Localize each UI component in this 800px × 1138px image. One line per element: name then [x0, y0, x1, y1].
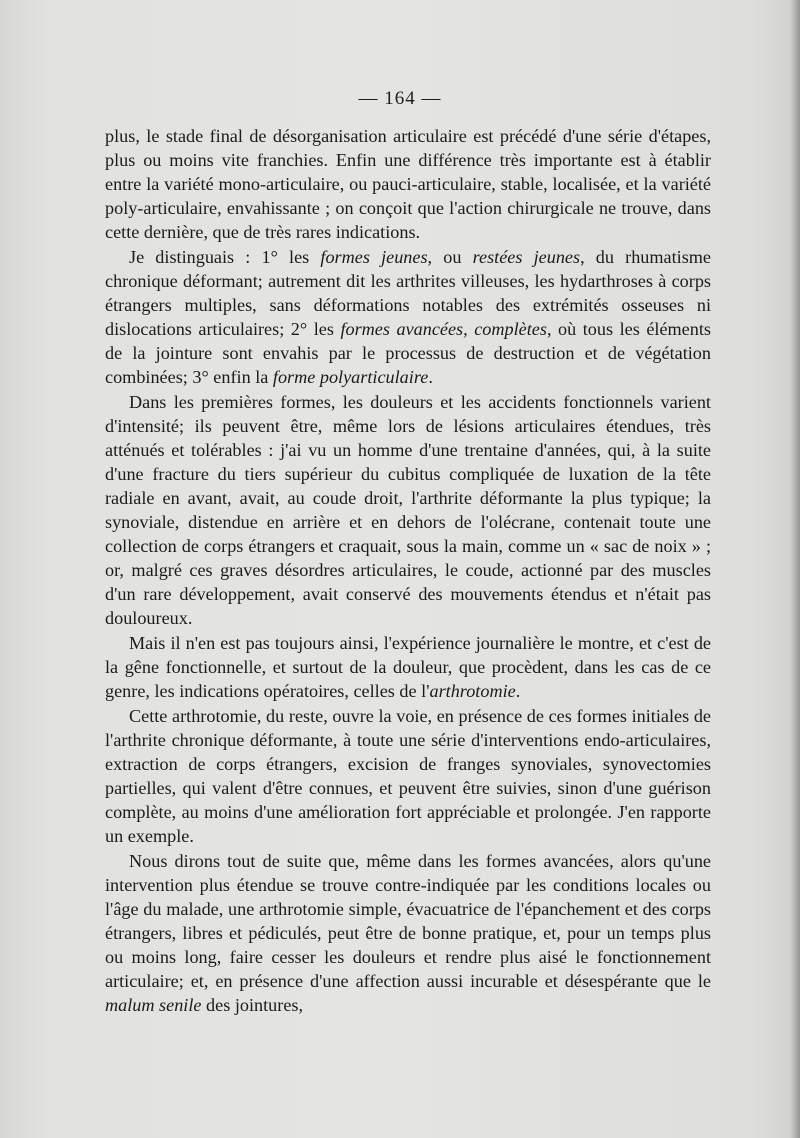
page-edge-shadow: [790, 0, 800, 1138]
italic-text: malum senile: [105, 995, 202, 1015]
paragraph-p1: [105, 124, 711, 244]
paragraph-p6: [105, 849, 711, 1017]
italic-text: restées jeunes: [472, 247, 581, 267]
paragraph-p5: [105, 704, 711, 848]
paragraph-p4: [105, 631, 711, 703]
text-run: Mais il n'en est pas toujours ainsi, l'expérience journalière le montre, et c'est de la gêne fonctionnelle, et surtout de la douleur, que procèdent, dans les cas de ce genre, les indications opératoires, celles de l': [105, 633, 711, 701]
italic-text: forme polyarticulaire: [272, 367, 429, 387]
italic-text: formes avancées, complètes: [340, 319, 547, 339]
text-run: .: [515, 681, 521, 701]
paragraph-p2: [105, 245, 711, 389]
page-number: — 164 —: [358, 88, 442, 109]
text-run: , ou: [427, 247, 473, 267]
text-run: Nous dirons tout de suite que, même dans les formes avancées, alors qu'une intervention plus étendue se trouve contre-indiquée par les conditions locales ou l'âge du malade, une arthrotomie simple, évacuatrice de l'épanchement et des corps étrangers, libres et pédiculés, peut être de bonne pratique, et, pour un temps plus ou moins long, faire cesser les douleurs et rendre plus aisé le fonctionnement articulaire; et, en présence d'une affection aussi incurable et désespérante que le: [105, 851, 711, 991]
body-text: [105, 124, 711, 1018]
text-run: Dans les premières formes, les douleurs et les accidents fonctionnels varient d'intensité; ils peuvent être, même lors de lésions articulaires étendues, très atténués et tolérables : j'ai vu un homme d'une trentaine d'années, qui, à la suite d'une fracture du tiers supérieur du cubitus compliquée de luxation de la tête radiale en avant, avait, au coude droit, l'arthrite déformante la plus typique; la synoviale, distendue en arrière et en dehors de l'olécrane, contenait toute une collection de corps étrangers et craquait, sous la main, comme un « sac de noix » ; or, malgré ces graves désordres articulaires, le coude, actionné par des muscles d'un rare développement, avait conservé des mouvements étendus et n'était pas douloureux.: [105, 392, 711, 628]
paragraph-p3: [105, 390, 711, 630]
italic-text: formes jeunes: [320, 247, 428, 267]
text-run: plus, le stade final de désorganisation articulaire est précédé d'une série d'étapes, plus ou moins vite franchies. Enfin une différence très importante est à établir entre la variété mono-articulaire, ou pauci-articulaire, stable, localisée, et la variété poly-articulaire, envahissante ; on conçoit que l'action chirurgicale ne trouve, dans cette dernière, que de très rares indications.: [105, 126, 711, 242]
italic-text: arthrotomie: [429, 681, 516, 701]
text-run: des jointures,: [201, 995, 304, 1015]
text-run: Je distinguais : 1° les: [129, 247, 321, 267]
text-run: , où tous les éléments de la jointure sont envahis par le processus de destruction et de végétation combinées; 3° enfin la: [105, 319, 711, 387]
text-run: , du rhumatisme chronique déformant; autrement dit les arthrites villeuses, les hydarthroses à corps étrangers multiples, sans déformations notables des extrémités osseuses ni dislocations articulaires; 2° les: [105, 247, 712, 339]
text-run: .: [428, 367, 433, 387]
text-run: Cette arthrotomie, du reste, ouvre la voie, en présence de ces formes initiales de l'arthrite chronique déformante, à toute une série d'interventions endo-articulaires, extraction de corps étrangers, excision de franges synoviales, synovectomies partielles, qui valent d'être connues, et peuvent être suivies, sinon d'une guérison complète, au moins d'une amélioration fort appréciable et prolongée. J'en rapporte un exemple.: [105, 706, 711, 846]
